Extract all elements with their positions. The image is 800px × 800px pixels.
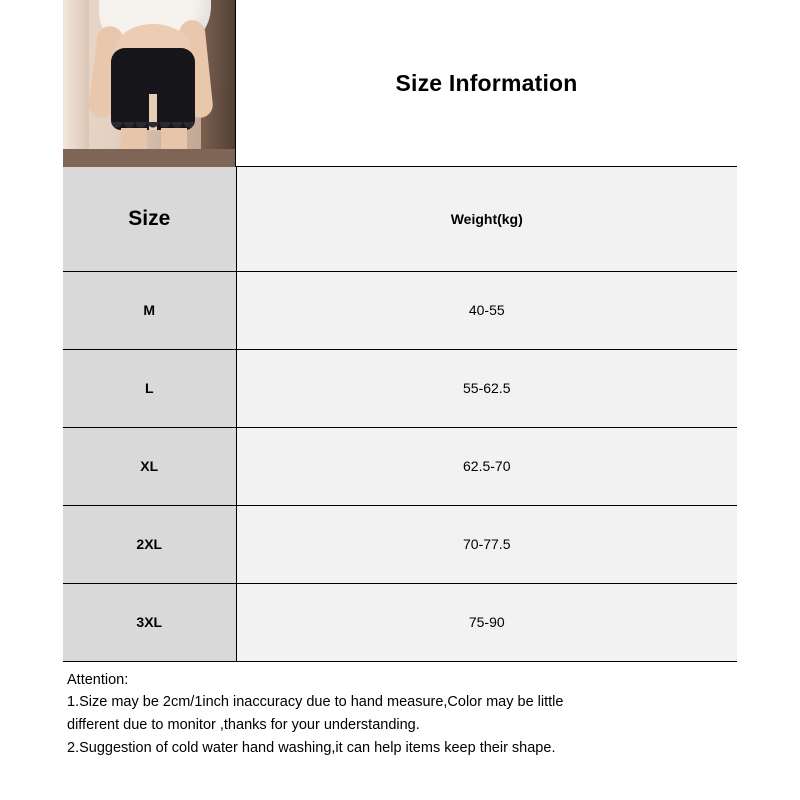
column-header-weight: Weight(kg) [236,167,737,271]
table-row [63,427,737,505]
cell-size: 3XL [63,583,236,661]
size-table [63,167,737,662]
product-photo [63,0,236,167]
attention-line-1: 1.Size may be 2cm/1inch inaccuracy due to hand measure,Color may be little [67,694,564,711]
table-row [63,505,737,583]
photo-curtain [63,0,89,167]
cell-weight: 62.5-70 [236,427,737,505]
table-header-row [63,167,737,271]
attention-note [63,662,737,761]
header-row [63,0,737,167]
title-cell [236,0,737,166]
table-row [63,349,737,427]
cell-size: L [63,349,236,427]
column-header-size: Size [63,167,236,271]
cell-weight: 70-77.5 [236,505,737,583]
photo-product-shorts [111,48,195,130]
size-chart-sheet [63,0,737,800]
cell-size: 2XL [63,505,236,583]
attention-line-3: 2.Suggestion of cold water hand washing,it can help items keep their shape. [67,740,556,757]
page-title: Size Information [395,69,578,96]
cell-weight: 40-55 [236,271,737,349]
cell-weight: 75-90 [236,583,737,661]
table-row [63,271,737,349]
photo-floor [63,149,235,167]
attention-line-2: different due to monitor ,thanks for your understanding. [67,717,420,734]
attention-heading: Attention: [67,671,129,688]
cell-size: M [63,271,236,349]
table-row [63,583,737,661]
cell-size: XL [63,427,236,505]
cell-weight: 55-62.5 [236,349,737,427]
